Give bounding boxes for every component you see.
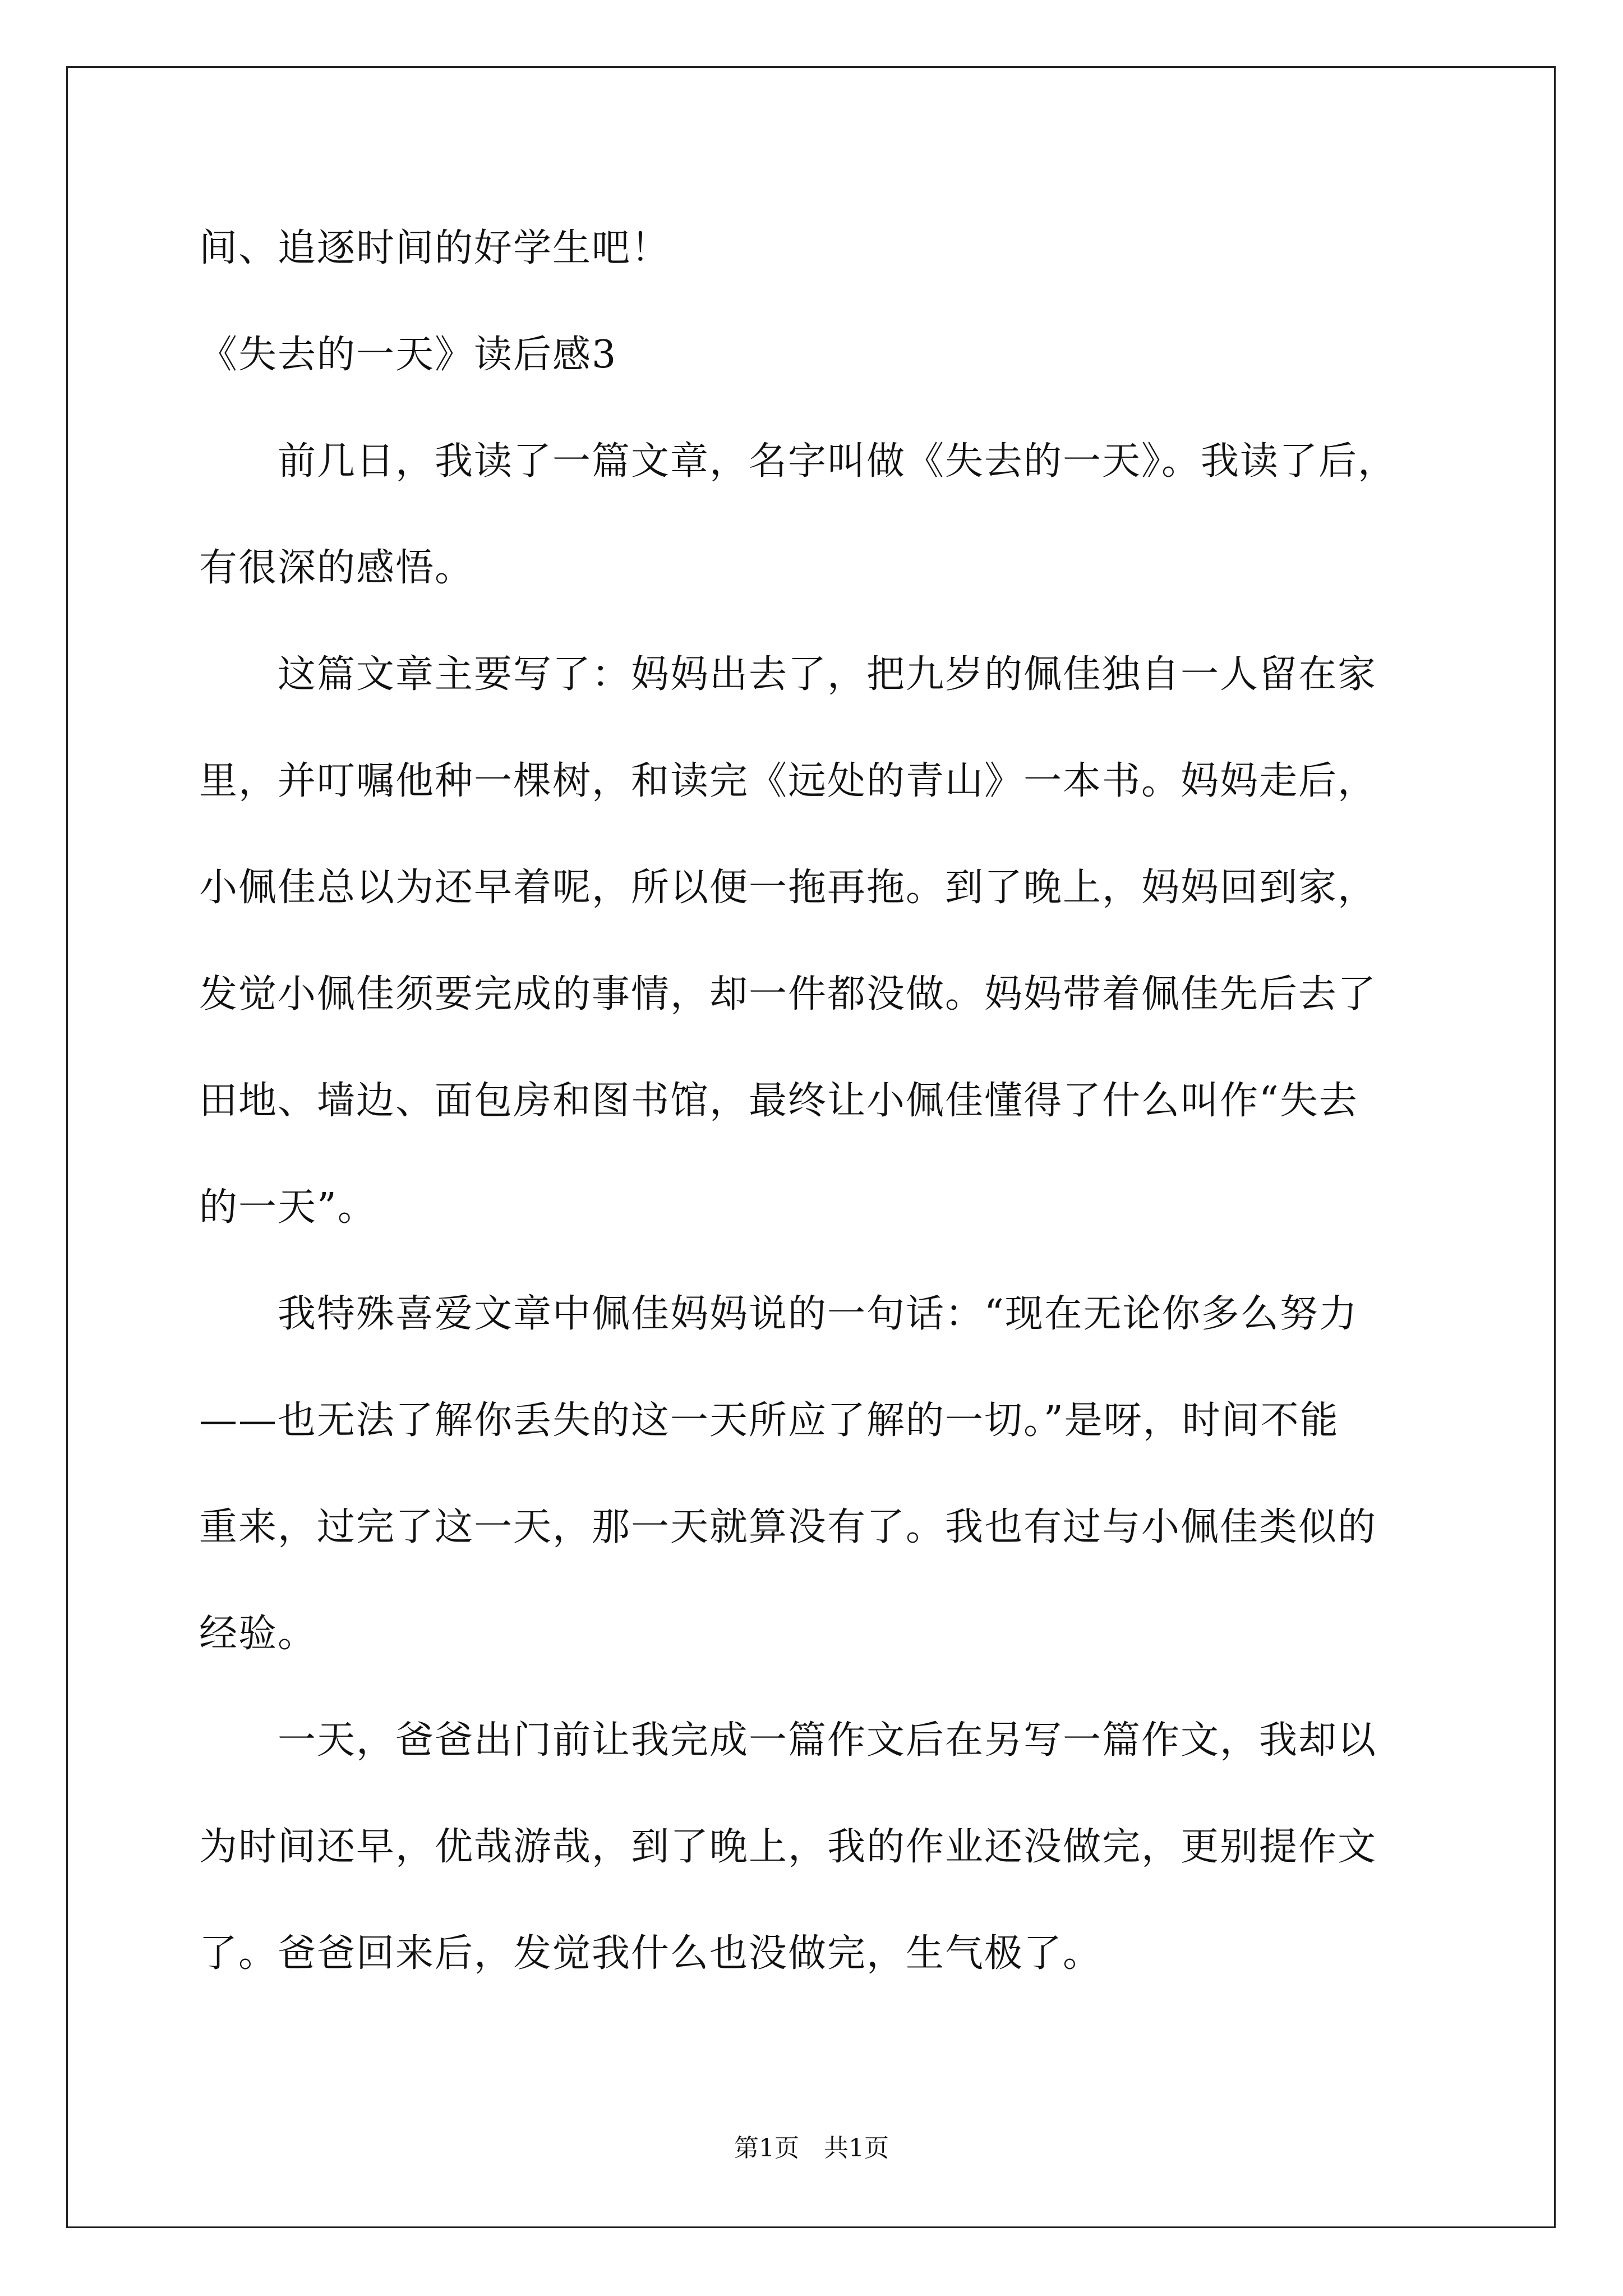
text-line: 里，并叮嘱他种一棵树，和读完《远处的青山》一本书。妈妈走后， — [199, 759, 1377, 803]
text-line: 发觉小佩佳须要完成的事情，却一件都没做。妈妈带着佩佳先后去了 — [199, 972, 1377, 1016]
text-line: 了。爸爸回来后，发觉我什么也没做完，生气极了。 — [199, 1931, 1103, 1976]
text-line: 经验。 — [199, 1612, 317, 1656]
text-line: 重来，过完了这一天，那一天就算没有了。我也有过与小佩佳类似的 — [199, 1505, 1377, 1549]
text-line: 这篇文章主要写了：妈妈出去了，把九岁的佩佳独自一人留在家 — [199, 652, 1377, 697]
text-line: 田地、墙边、面包房和图书馆，最终让小佩佳懂得了什么叫作“失去 — [199, 1079, 1358, 1123]
text-line: 前几日，我读了一篇文章，名字叫做《失去的一天》。我读了后， — [199, 439, 1398, 484]
page-number-footer: 第1页 共1页 — [734, 2134, 889, 2162]
section-title: 《失去的一天》读后感3 — [199, 333, 617, 377]
text-line: 的一天”。 — [199, 1185, 377, 1230]
page-border — [66, 66, 1556, 2228]
text-line: 一天，爸爸出门前让我完成一篇作文后在另写一篇作文，我却以 — [199, 1718, 1377, 1763]
text-line: 有很深的感悟。 — [199, 546, 474, 590]
text-line: ——也无法了解你丢失的这一天所应了解的一切。”是呀，时间不能 — [199, 1398, 1339, 1443]
text-line: 间、追逐时间的好学生吧！ — [199, 226, 671, 270]
text-line: 我特殊喜爱文章中佩佳妈妈说的一句话：“现在无论你多么努力 — [199, 1292, 1358, 1336]
text-line: 小佩佳总以为还早着呢，所以便一拖再拖。到了晚上，妈妈回到家， — [199, 866, 1377, 910]
text-line: 为时间还早，优哉游哉，到了晚上，我的作业还没做完，更别提作文 — [199, 1825, 1377, 1869]
